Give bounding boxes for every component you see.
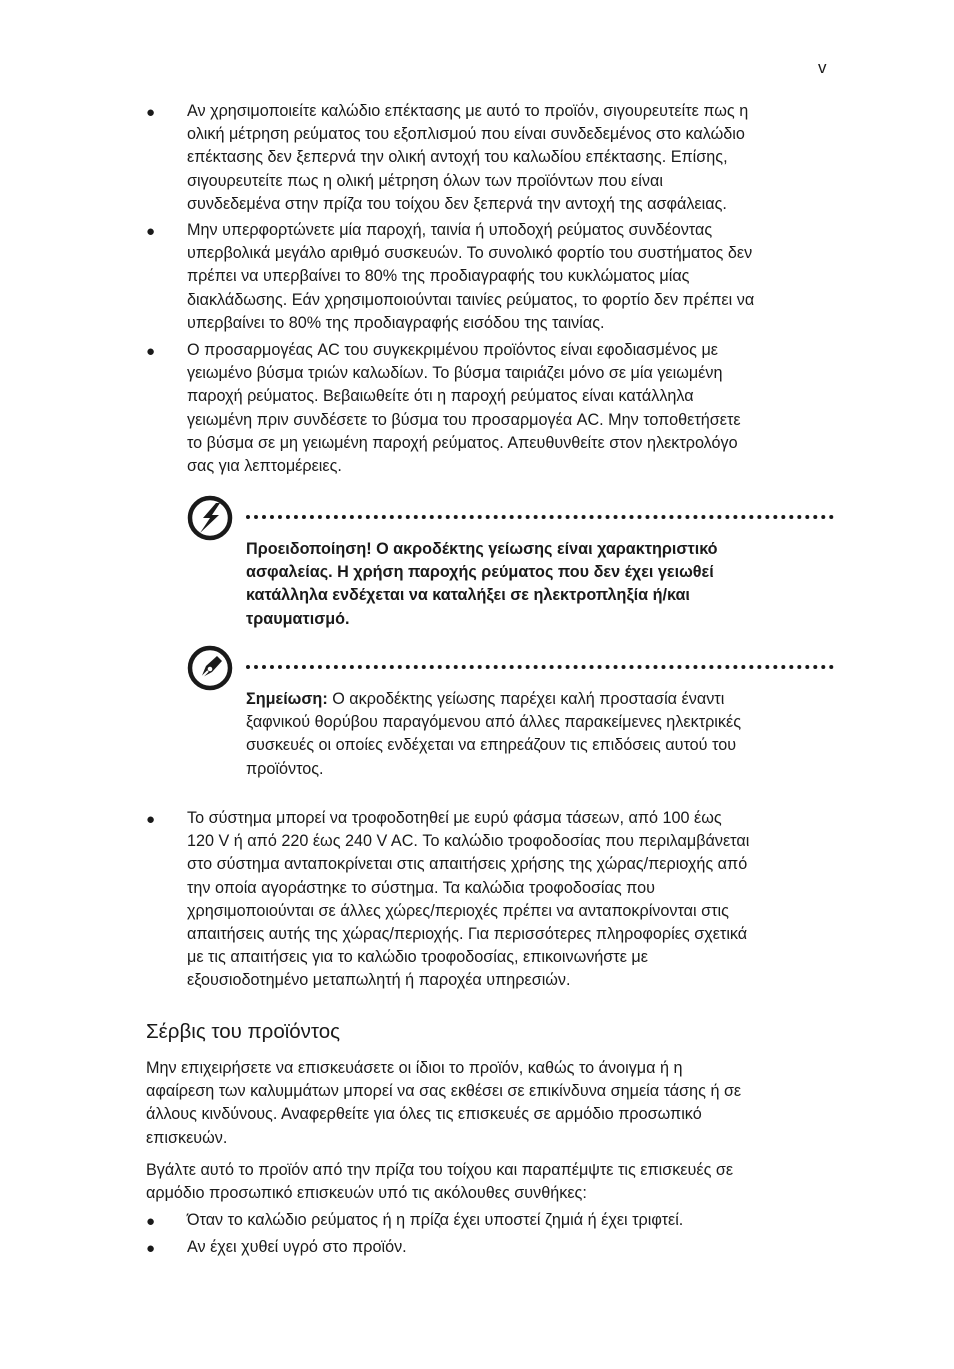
text-line: υπερβολικά μεγάλο αριθμό συσκευών. Το συνολικό φορτίο του συστήματος δεν: [187, 244, 753, 263]
text-line: Μην υπερφορτώνετε μία παροχή, ταινία ή υποδοχή ρεύματος συνδέοντας: [187, 221, 713, 239]
text-line: επισκευών.: [146, 1128, 228, 1147]
text-line: αρμόδιο προσωπικό επισκευών υπό τις ακόλουθες συνθήκες:: [146, 1184, 587, 1203]
paragraph: [146, 1159, 836, 1205]
text-line: Σημείωση: Ο ακροδέκτης γείωσης παρέχει καλή προστασία έναντι: [246, 690, 725, 708]
text-line: προϊόντος.: [246, 759, 324, 778]
list-item-text: [187, 100, 748, 216]
dotted-divider: [246, 515, 834, 519]
text-line: αφαίρεση των καλυμμάτων μπορεί να σας εκθέσει σε επικίνδυνα σημεία τάσης ή σε: [146, 1082, 742, 1101]
text-line: πρέπει να υπερβαίνει το 80% της προδιαγραφής του κυκλώματος μίας: [187, 267, 690, 286]
list-item: [146, 1209, 836, 1233]
text-line: στο σύστημα ανταποκρίνεται στις απαιτήσεις χρήσης της χώρας/περιοχής από: [187, 855, 748, 874]
text-line: Αν έχει χυθεί υγρό στο προϊόν.: [187, 1238, 407, 1256]
warning-callout: [186, 494, 834, 634]
text-line: γειωμένο βύσμα τριών καλωδίων. Το βύσμα ταιριάζει μόνο σε μία γειωμένη: [187, 364, 723, 383]
text-line: τραυματισμό.: [246, 609, 350, 628]
list-item-text: [187, 807, 749, 993]
paragraph: [146, 1057, 836, 1150]
list-item: [146, 100, 836, 218]
text-line: διακλάδωσης. Εάν χρησιμοποιούνται ταινίες ρεύματος, το φορτίο δεν πρέπει να: [187, 290, 755, 309]
text-line: παροχή ρεύματος. Βεβαιωθείτε ότι η παροχή ρεύματος είναι κατάλληλα: [187, 387, 694, 406]
bullet-marker: ●: [146, 343, 156, 360]
text-line: με τις απαιτήσεις για το καλώδιο τροφοδοσίας, επικοινωνήστε με: [187, 948, 648, 967]
text-line: συνδεδεμένα στην πρίζα του τοίχου δεν ξεπερνά την αντοχή της ασφάλειας.: [187, 194, 727, 213]
text-line: απαιτήσεις αυτής της χώρας/περιοχής. Για περισσότερες πληροφορίες σχετικά: [187, 925, 748, 944]
text-line: γειωμένη πριν συνδέσετε το βύσμα του προσαρμογέα AC. Μην τοποθετήσετε: [187, 410, 741, 429]
text-line: ξαφνικού θορύβου παραγόμενου από άλλες παρακείμενες ηλεκτρικές: [246, 713, 742, 732]
lightning-warning-icon: [186, 494, 234, 542]
text-line: σιγουρευτείτε πως η ολική μέτρηση όλων των προϊόντων που είναι: [187, 171, 663, 190]
list-item: [146, 219, 836, 337]
list-item: [146, 339, 836, 481]
text-line: εξουσιοδοτημένο μεταπωλητή ή παροχέα υπηρεσιών.: [187, 971, 571, 990]
section-title: Σέρβις του προϊόντος: [146, 1020, 341, 1043]
text-line: Όταν το καλώδιο ρεύματος ή η πρίζα έχει υποστεί ζημιά ή έχει τριφτεί.: [187, 1211, 684, 1229]
list-item: [146, 807, 836, 995]
page-number: v: [818, 58, 827, 77]
bullet-marker: ●: [146, 223, 156, 240]
pen-note-icon: [186, 644, 234, 692]
text-line: 120 V ή από 220 έως 240 V AC. Το καλώδιο τροφοδοσίας που περιλαμβάνεται: [187, 832, 750, 851]
text-line: Ο προσαρμογέας AC του συγκεκριμένου προϊόντος είναι εφοδιασμένος με: [187, 341, 719, 359]
text-line: Μην επιχειρήσετε να επισκευάσετε οι ίδιοι το προϊόν, καθώς το άνοιγμα ή η: [146, 1059, 683, 1077]
text-line: Προειδοποίηση! Ο ακροδέκτης γείωσης είναι χαρακτηριστικό: [246, 540, 718, 558]
bullet-marker: ●: [146, 811, 156, 828]
list-item: [146, 1236, 836, 1260]
bullet-marker: ●: [146, 1213, 156, 1230]
dotted-divider: [246, 665, 834, 669]
note-text: [246, 688, 741, 781]
note-label: Σημείωση:: [246, 690, 328, 708]
text-line: Το σύστημα μπορεί να τροφοδοτηθεί με ευρύ φάσμα τάσεων, από 100 έως: [187, 809, 722, 827]
list-item-text: [187, 1236, 407, 1259]
text-line: κατάλληλα ενδέχεται να καταλήξει σε ηλεκτροπληξία ή/και: [246, 586, 690, 605]
text-line: επέκτασης δεν ξεπερνά την ολική αντοχή του καλωδίου επέκτασης. Επίσης,: [187, 148, 728, 167]
text-line: ασφαλείας. Η χρήση παροχής ρεύματος που δεν έχει γειωθεί: [246, 563, 714, 582]
list-item-text: [187, 339, 741, 478]
text-line: υπερβαίνει το 80% της προδιαγραφής εισόδου της ταινίας.: [187, 313, 605, 332]
bullet-marker: ●: [146, 104, 156, 121]
list-item-text: [187, 219, 754, 335]
list-item-text: [187, 1209, 683, 1232]
text-line: Βγάλτε αυτό το προϊόν από την πρίζα του τοίχου και παραπέμψτε τις επισκευές σε: [146, 1161, 734, 1179]
warning-text: [246, 538, 718, 631]
text-line: ολική μέτρηση ρεύματος του εξοπλισμού που είναι συνδεδεμένος στο καλώδιο: [187, 125, 745, 144]
note-callout: [186, 644, 834, 784]
text-line: το βύσμα σε μη γειωμένη παροχή ρεύματος. Απευθυνθείτε στον ηλεκτρολόγο: [187, 433, 738, 452]
text-line: χρησιμοποιούνται σε άλλες χώρες/περιοχές πρέπει να ανταποκρίνονται στις: [187, 901, 729, 920]
text-line: συσκευές οι οποίες ενδέχεται να επηρεάζουν τις επιδόσεις αυτού του: [246, 736, 737, 755]
text-line: σας για λεπτομέρειες.: [187, 457, 342, 476]
text-line: άλλους κινδύνους. Αναφερθείτε για όλες τις επισκευές σε αρμόδιο προσωπικό: [146, 1105, 702, 1124]
bullet-marker: ●: [146, 1240, 156, 1257]
text-line: την οποία αγοράστηκε το σύστημα. Τα καλώδια τροφοδοσίας που: [187, 878, 655, 897]
text-line: Αν χρησιμοποιείτε καλώδιο επέκτασης με αυτό το προϊόν, σιγουρευτείτε πως η: [187, 102, 749, 120]
